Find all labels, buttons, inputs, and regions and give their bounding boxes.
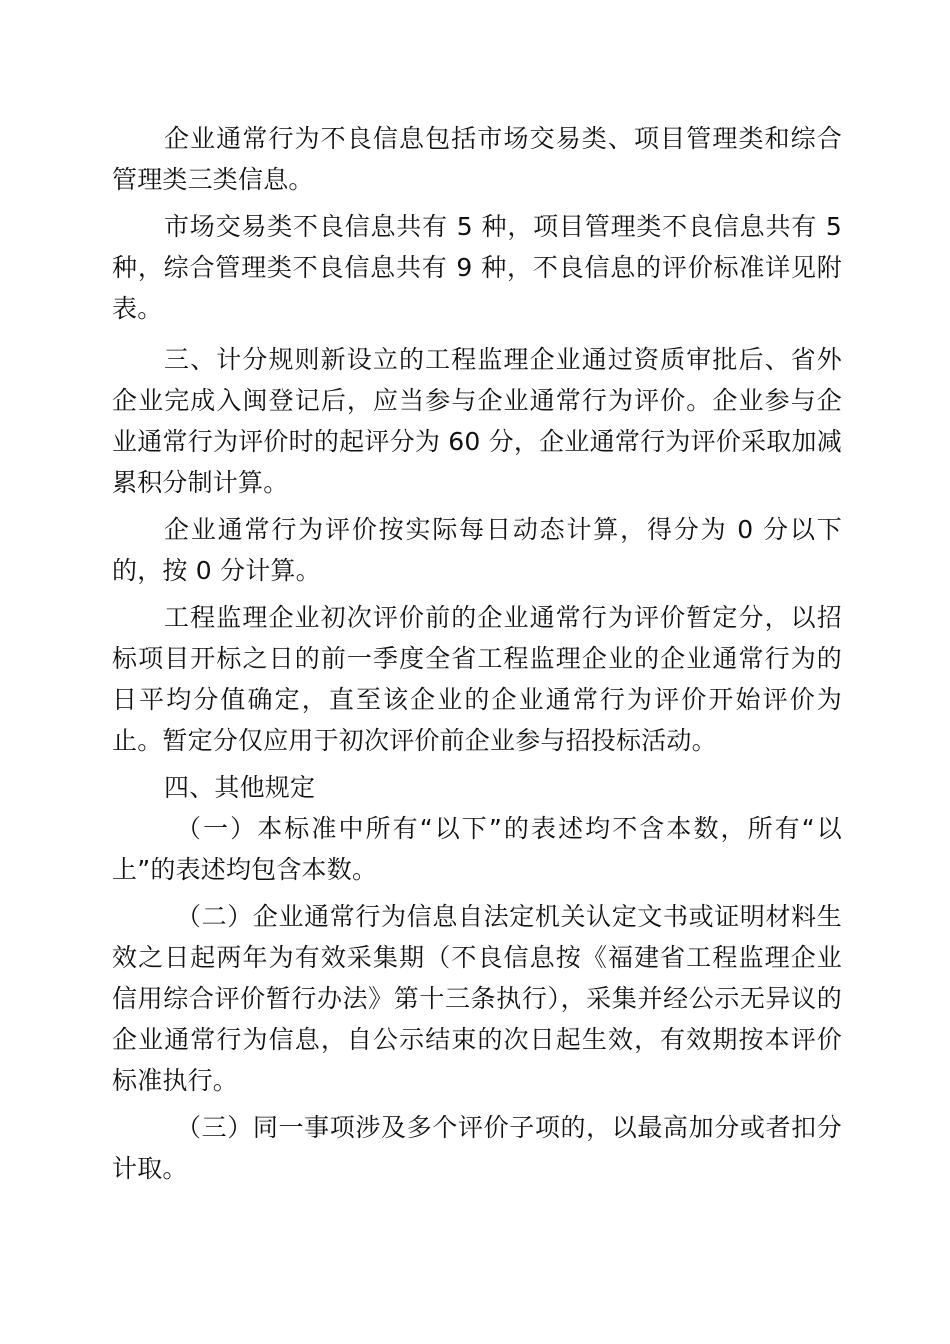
provision-item-1: （一）本标准中所有“以下”的表述均不含本数，所有“以上”的表述均包含本数。 — [112, 814, 842, 884]
paragraph-bad-info-counts: 市场交易类不良信息共有 5 种，项目管理类不良信息共有 5 种，综合管理类不良信息共有 9 种，不良信息的评价标准详见附表。 — [112, 212, 842, 323]
paragraph-scoring-rules: 三、计分规则新设立的工程监理企业通过资质审批后、省外企业完成入闽登记后，应当参与企业通常行为评价。企业参与企业通常行为评价时的起评分为 60 分，企业通常行为评价采取加减累积分制计算。 — [112, 345, 842, 497]
section-heading-other-provisions: 四、其他规定 — [164, 773, 316, 802]
document-page — [112, 118, 842, 1189]
paragraph-provisional-score: 工程监理企业初次评价前的企业通常行为评价暂定分，以招标项目开标之日的前一季度全省工程监理企业的企业通常行为的日平均分值确定，直至该企业的企业通常行为评价开始评价为止。暂定分仅应用于初次评价前企业参与招投标活动。 — [112, 603, 842, 755]
provision-item-3: （三）同一事项涉及多个评价子项的，以最高加分或者扣分计取。 — [112, 1113, 842, 1183]
paragraph-daily-calculation: 企业通常行为评价按实际每日动态计算，得分为 0 分以下的，按 0 分计算。 — [112, 515, 842, 585]
paragraph-bad-info-categories: 企业通常行为不良信息包括市场交易类、项目管理类和综合管理类三类信息。 — [112, 124, 842, 194]
provision-item-2: （二）企业通常行为信息自法定机关认定文书或证明材料生效之日起两年为有效采集期（不良信息按《福建省工程监理企业信用综合评价暂行办法》第十三条执行），采集并经公示无异议的企业通常行为信息，自公示结束的次日起生效，有效期按本评价标准执行。 — [112, 902, 842, 1095]
